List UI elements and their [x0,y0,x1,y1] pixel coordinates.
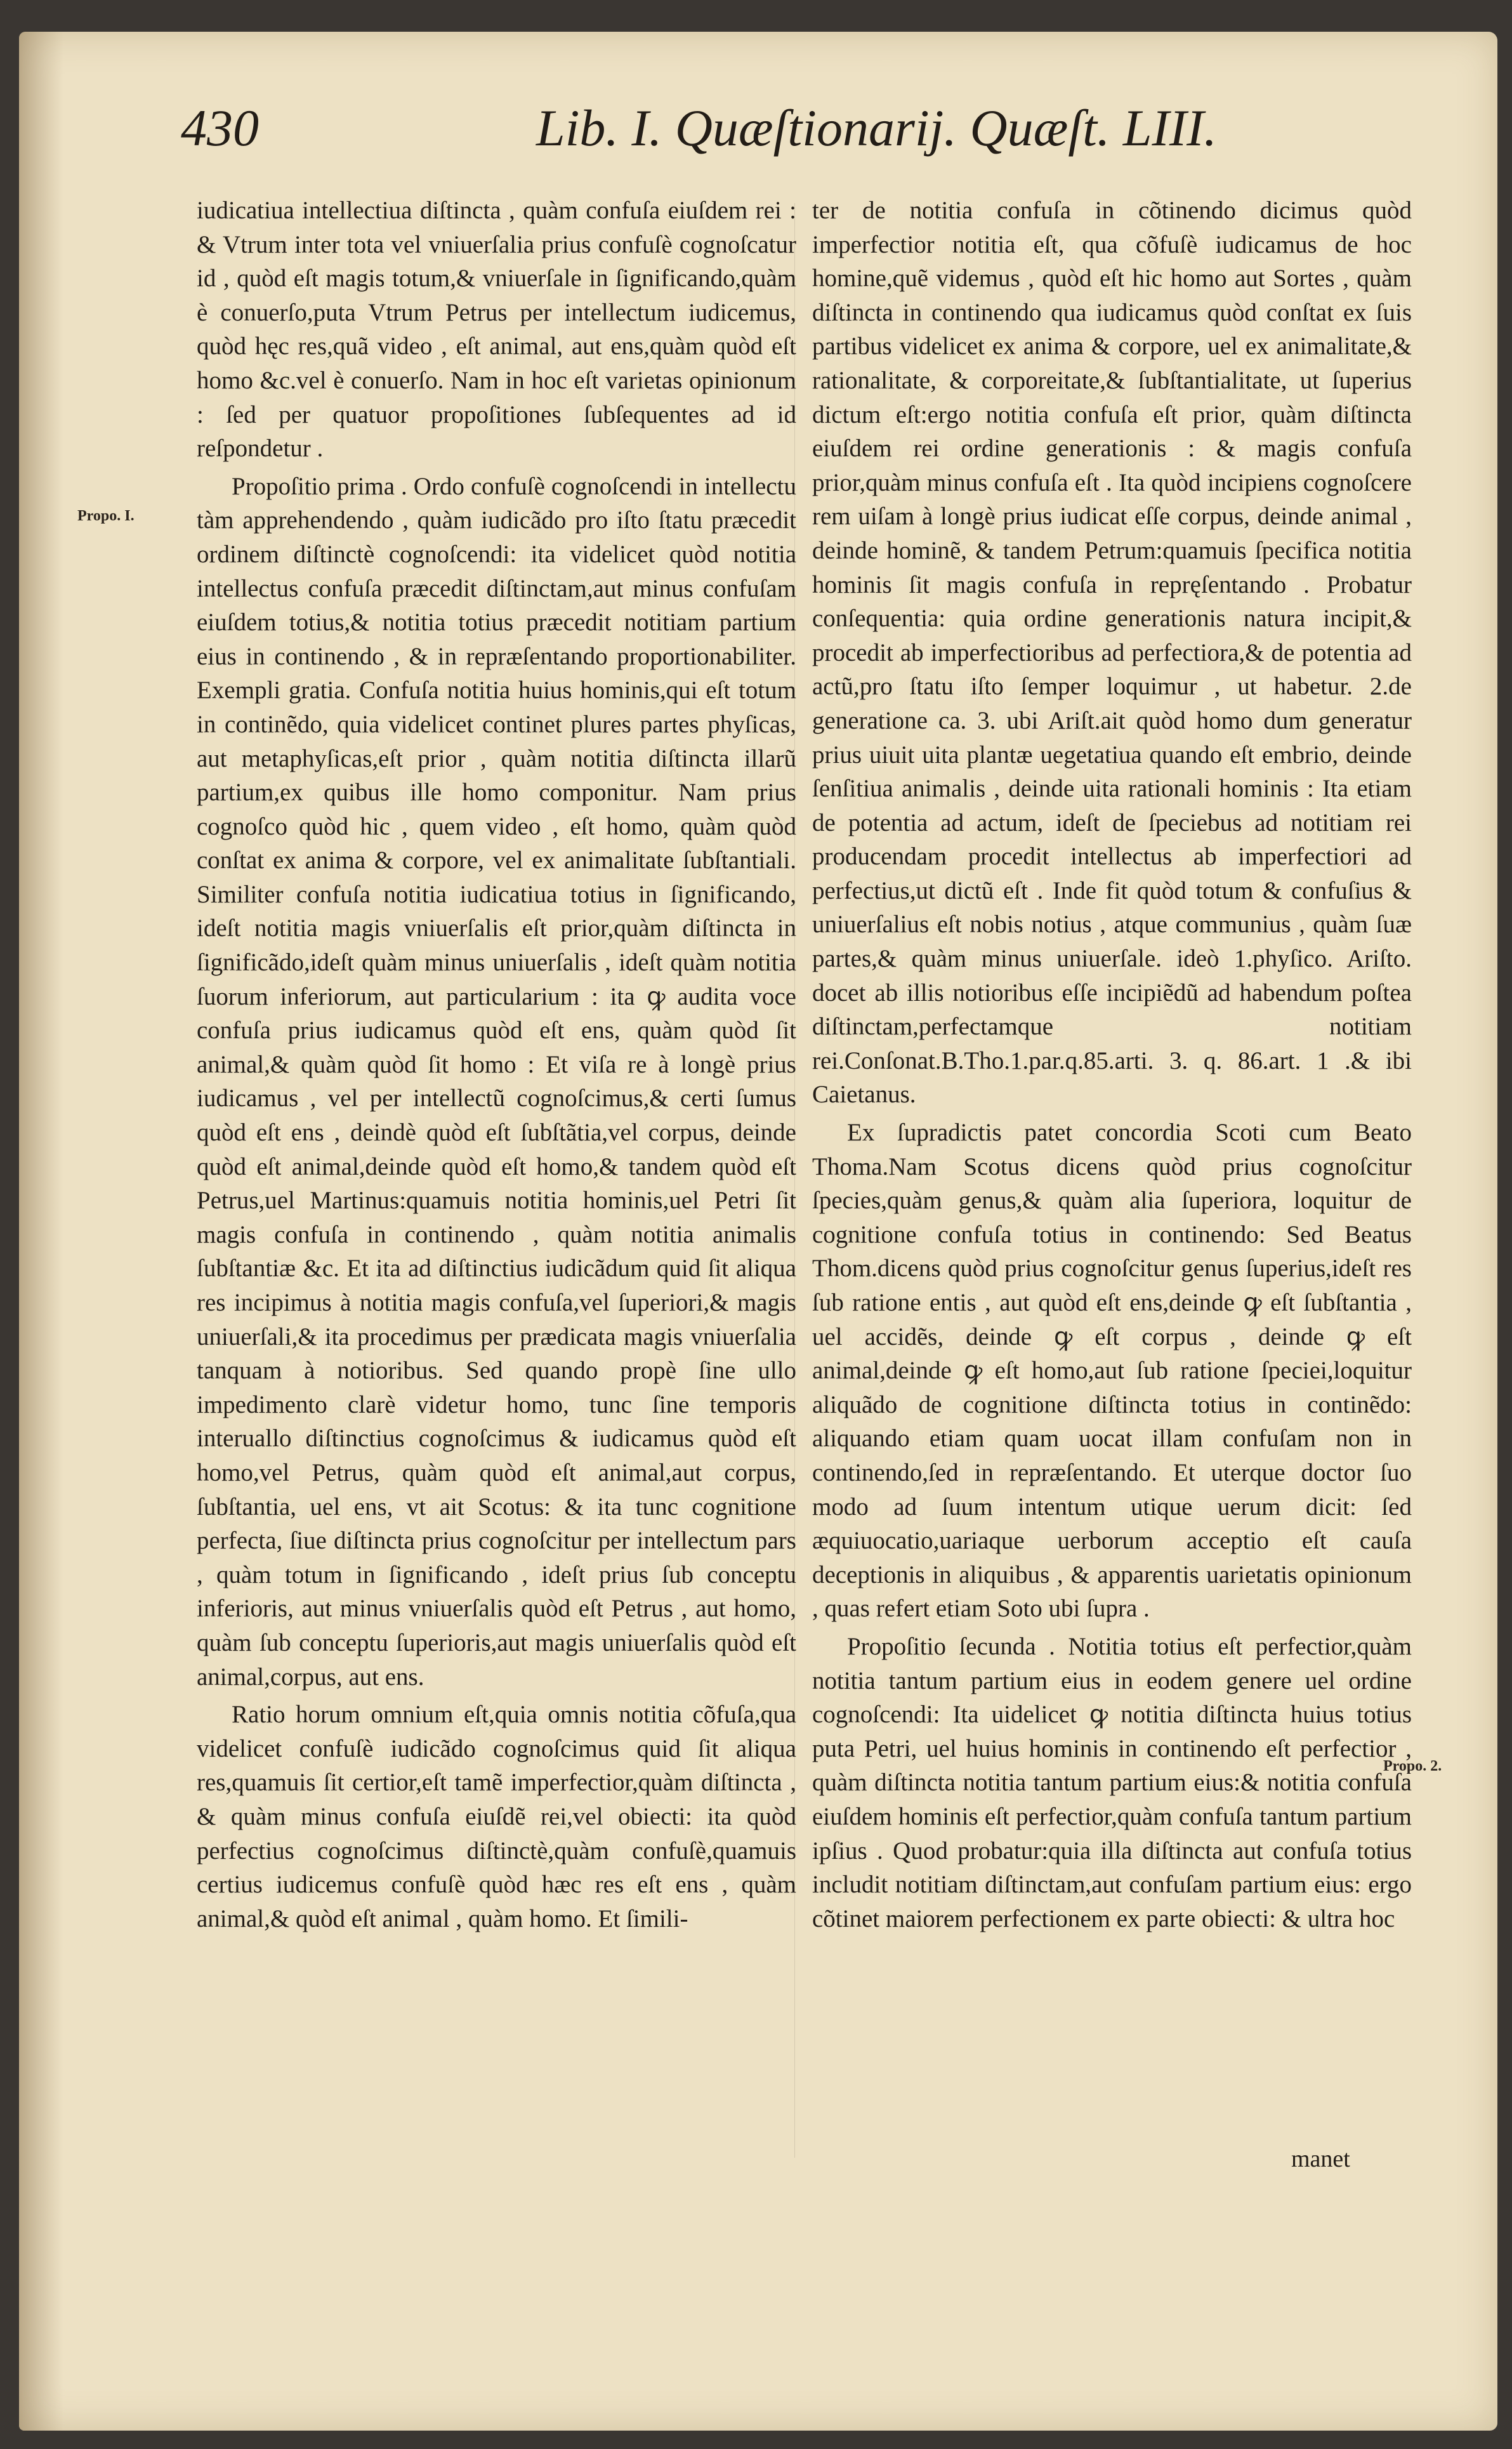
paragraph: ter de notitia confuſa in cõtinendo dicimus quòd imperfectior notitia eſt, qua cõfuſè iudicamus de hoc homine,quẽ videmus , quòd eſt hic homo aut Sortes , quàm diſtincta in continendo qua iudicamus quòd conſtat ex ſuis partibus videlicet ex anima & corpore, uel ex animalitate,& rationalitate, & corporeitate,& ſubſtantialitate, ut ſuperius dictum eſt:ergo notitia confuſa eſt prior, quàm diſtincta eiuſdem rei ordine generationis : & magis confuſa prior,quàm minus confuſa eſt . Ita quòd incipiens cognoſcere rem uiſam à longè prius iudicat eſſe corpus, deinde animal , deinde hominẽ, & tandem Petrum:quamuis ſpecifica notitia hominis ſit magis confuſa in repręſentando . Probatur conſequentia: quia ordine generationis natura incipit,& procedit ab imperfectioribus ad perfectiora,& de potentia ad actũ,pro ſtatu iſto ſemper loquimur , ut habetur. 2.de generatione ca. 3. ubi Ariſt.ait quòd homo dum generatur prius uiuit uita plantæ uegetatiua quando eſt embrio, deinde ſenſitiua animalis , deinde uita rationali hominis : Ita etiam de potentia ad actum, ideſt de ſpeciebus ad notitiam rei producendam procedit intellectus ab imperfectiori ad perfectius,ut dictũ eſt . Inde fit quòd totum & confuſius & uniuerſalius eſt nobis notius , atque communius , quàm ſuæ partes,& quàm minus uniuerſale. ideò 1.phyſico. Ariſto. docet ab illis notioribus eſſe incipiẽdũ ad habendum poſtea diſtinctam,perfectamque notitiam rei.Conſonat.B.Tho.1.par.q.85.arti. 3. q. 86.art. 1 .& ibi Caietanus. [812,197,1412,1109]
running-title: Lib. I. Quæſtionarij. Quæſt. LIII. [536,99,1217,157]
left-column [197,194,796,1939]
paragraph: Ex ſupradictis patet concordia Scoti cum Beato Thoma.Nam Scotus dicens quòd prius cognoſcitur ſpecies,quàm genus,& quàm alia ſuperiora, loquitur de cognitione confuſa totius in continendo: Sed Beatus Thom.dicens quòd prius cognoſcitur genus ſuperius,ideſt res ſub ratione entis , aut quòd eſt ens,deinde ꝙ eſt ſubſtantia , uel accidẽs, deinde ꝙ eſt corpus , deinde ꝙ eſt animal,deinde ꝙ eſt homo,aut ſub ratione ſpeciei,loquitur aliquãdo de cognitione diſtincta totius in continẽdo: aliquando etiam quam uocat illam confuſam non in continendo,ſed in repræſentando. Et uterque doctor ſuo modo ad ſuum intentum utique uerum dicit: ſed æquiuocatio,uariaque uerborum acceptio eſt cauſa deceptionis in aliquibus , & apparentis uarietatis opinionum , quas refert etiam Soto ubi ſupra . [812,1119,1412,1623]
catchword: manet [1291,2146,1350,2172]
paragraph: Propoſitio ſecunda . Notitia totius eſt perfectior,quàm notitia tantum partium eius in eodem genere uel ordine cognoſcendi: Ita uidelicet ꝙ notitia diſtincta huius totius puta Petri, uel huius hominis in continendo eſt perfectior , quàm diſtincta notitia tantum partium eius:& notitia confuſa eiuſdem hominis eſt perfectior,quàm confuſa tantum partium ipſius . Quod probatur:quia illa diſtincta aut confuſa totius includit notitiam diſtinctam,aut confuſam partium eius: ergo cõtinet maiorem perfectionem ex parte obiecti: & ultra hoc [812,1632,1412,1932]
paragraph: iudicatiua intellectiua diſtincta , quàm confuſa eiuſdem rei : & Vtrum inter tota vel vniuerſalia prius confuſè cognoſcatur id , quòd eſt magis totum,& vniuerſale in ſignificando,quàm è conuerſo,puta Vtrum Petrus per intellectum iudicemus, quòd hęc res,quã video , eſt animal, aut ens,quàm quòd eſt homo &c.vel è conuerſo. Nam in hoc eſt varietas opinionum : ſed per quatuor propoſitiones ſubſequentes ad id reſpondetur . [197,197,796,463]
margin-note-propositio-secunda: Propo. 2. [1383,1758,1442,1774]
page-gutter-shadow [19,32,63,2431]
paragraph: Propoſitio prima . Ordo confuſè cognoſcendi in intellectu tàm apprehendendo , quàm iudicãdo pro iſto ſtatu præcedit ordinem diſtinctè cognoſcendi: ita videlicet quòd notitia intellectus confuſa præcedit diſtinctam,aut minus confuſam eiuſdem totius,& notitia totius præcedit notitiam partium eius in continendo , & in repræſentando proportionabiliter. Exempli gratia. Confuſa notitia huius hominis,qui eſt totum in continẽdo, quia videlicet continet plures partes phyſicas, aut metaphyſicas,eſt prior , quàm notitia diſtincta illarũ partium,ex quibus ille homo componitur. Nam prius cognoſco quòd hic , quem video , eſt homo, quàm quòd conſtat ex anima & corpore, vel ex animalitate ſubſtantiali. Similiter confuſa notitia iudicatiua totius in ſignificando, ideſt notitia magis vniuerſalis eſt prior,quàm diſtincta in ſignificãdo,ideſt quàm minus uniuerſalis , ideſt quàm notitia ſuorum inferiorum, aut particularium : ita ꝙ audita voce confuſa prius iudicamus quòd eſt ens, quàm quòd ſit animal,& quàm quòd ſit homo : Et viſa re à longè prius iudicamus , vel per intellectũ cognoſcimus,& certi ſumus quòd eſt ens , deindè quòd eſt ſubſtãtia,vel corpus, deinde quòd eſt animal,deinde quòd eſt homo,& tandem quòd eſt Petrus,uel Martinus:quamuis notitia hominis,uel Petri ſit magis confuſa in continendo , quàm notitia animalis ſubſtantiæ &c. Et ita ad diſtinctius iudicãdum quid ſit aliqua res incipimus à notitia magis confuſa,vel ſuperiori,& magis uniuerſali,& ita procedimus per prædicata magis vniuerſalia tanquam à notioribus. Sed quando propè ſine ullo impedimento clarè videtur homo, tunc ſine temporis interuallo diſtinctius cognoſcimus & iudicamus quòd eſt homo,vel Petrus, quàm quòd eſt animal,aut corpus, ſubſtantia, uel ens, vt ait Scotus: & ita tunc cognitione perfecta, ſiue diſtincta prius cognoſcitur per intellectum pars , quàm totum in ſignificando , ideſt prius ſub conceptu inferioris, aut minus vniuerſalis quòd eſt Petrus , aut homo, quàm ſub conceptu ſuperioris,aut magis uniuerſalis quòd eſt animal,corpus, aut ens. [197,472,796,1691]
right-column [812,194,1412,1939]
paragraph: Ratio horum omnium eſt,quia omnis notitia cõfuſa,qua videlicet confuſè iudicãdo cognoſcimus quid ſit aliqua res,quamuis ſit certior,eſt tamẽ imperfectior,quàm diſtincta , & quàm minus confuſa eiuſdẽ rei,vel obiecti: ita quòd perfectius cognoſcimus diſtinctè,quàm confuſè,quamuis certius iudicemus confuſè quòd hæc res eſt ens , quàm animal,& quòd eſt animal , quàm homo. Et ſimili- [197,1701,796,1932]
column-divider [794,203,795,2158]
page-number: 430 [181,99,259,157]
running-head [181,98,1259,187]
margin-note-propositio-prima: Propo. I. [77,508,135,524]
